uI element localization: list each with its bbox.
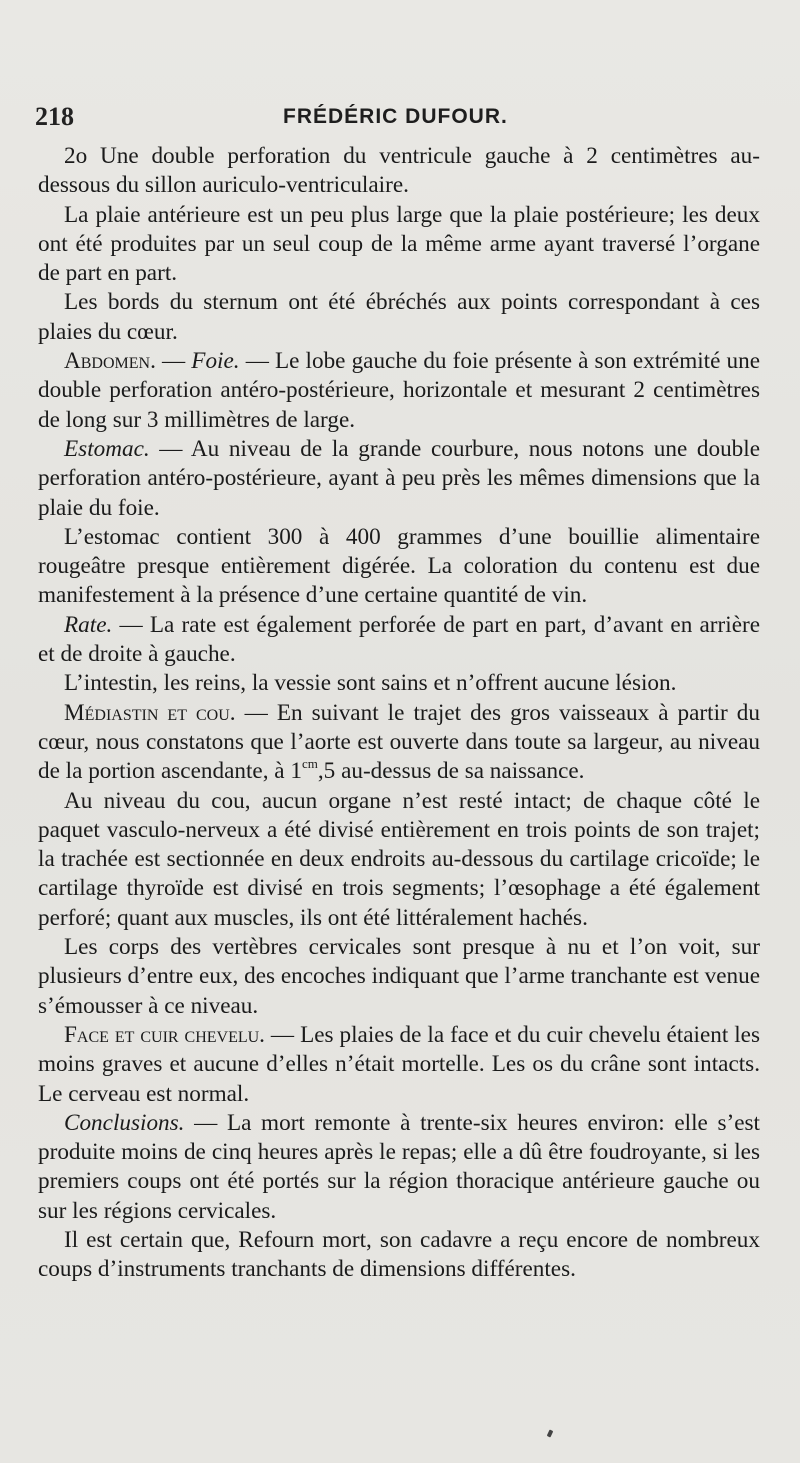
section-heading-mediastinum: Médiastin et cou. — [64, 699, 236, 726]
paragraph-text: — Au niveau de la grande courbure, nous notons une double perforation antéro-postérieure, ayant à peu près les mêmes dimensions que la plaie du foie. — [38, 435, 760, 521]
body-text — [38, 142, 760, 1285]
paragraph-abdomen-liver: Abdomen. — Foie. — Le lobe gauche du foie présente à son extrémité une double perforation antéro-postérieure, horizontale et mesurant 2 centimètres de long sur 3 millimètres de large. — [38, 348, 761, 433]
paragraph-neck: Au niveau du cou, aucun organe n’est resté intact; de chaque côté le paquet vasculo-nerveux a été divisé entièrement en trois points de son trajet; la trachée est sectionnée en deux endroits au-dessous du cartilage cricoïde; le cartilage thyroïde est divisé en trois segments; l’œsophage a été également perforé; quant aux muscles, ils ont été littéralement hachés. — [38, 787, 760, 931]
paragraph-text: — La rate est également perforée de part en part, d’avant en arrière et de droite à gauche. — [38, 611, 760, 668]
paragraph-text: — En suivant le trajet des gros vaisseaux à partir du cœur, nous constatons que l’aorte est ouverte dans toute sa largeur, au niveau de la portion ascendante, à 1 — [38, 699, 760, 785]
paragraph-text: — Le lobe gauche du foie présente à son extrémité une double perforation antéro-postérieure, horizontale et mesurant 2 centimètres de long sur 3 millimètres de large. — [38, 348, 761, 433]
paragraph-text: ,5 au-dessus de sa naissance. — [317, 758, 585, 785]
subheading-conclusions: Conclusions. — [64, 1109, 185, 1136]
running-head: FRÉDÉRIC DUFOUR. — [283, 105, 508, 128]
paragraph-conclusions — [38, 1109, 760, 1226]
paragraph-intestine: L’intestin, les reins, la vessie sont sains et n’offrent aucune lésion. — [64, 670, 677, 697]
paragraph-perforation-ventricle: 2o Une double perforation du ventricule gauche à 2 centimètres au-dessous du sillon auriculo-ventriculaire. — [38, 143, 760, 199]
paragraph-spleen — [38, 611, 760, 670]
paragraph-text: — Les plaies de la face et du cuir chevelu étaient les moins graves et aucune d’elles n’était mortelle. Les os du crâne sont intacts. Le cerveau est normal. — [38, 1021, 761, 1107]
paragraph-stomach — [38, 435, 760, 523]
paragraph-final: Il est certain que, Refourn mort, son cadavre a reçu encore de nombreux coups d’instruments tranchants de dimensions différentes. — [38, 1226, 760, 1283]
subheading-spleen: Rate. — [64, 611, 113, 638]
section-heading-abdomen: Abdomen. — [64, 348, 156, 375]
paragraph-text: — La mort remonte à trente-six heures environ: elle s’est produite moins de cinq heures après le repas; elle a dû être foudroyante, si les premiers coups ont été portés sur la région thoracique antérieure gauche ou sur les régions cervicales. — [38, 1109, 760, 1224]
paragraph-face-scalp — [38, 1021, 760, 1109]
section-heading-face: Face et cuir chevelu. — [64, 1021, 265, 1048]
subheading-liver: Foie. — [191, 348, 240, 375]
page-number: 218 — [35, 102, 74, 131]
page-header — [35, 102, 755, 134]
subheading-stomach: Estomac. — [64, 435, 150, 462]
paragraph-mediastinum — [38, 699, 760, 787]
paragraph-anterior-wound: La plaie antérieure est un peu plus large que la plaie postérieure; les deux ont été produites par un seul coup de la même arme ayant traversé l’organe de part en part. — [38, 201, 760, 287]
paragraph-stomach-contents: L’estomac contient 300 à 400 grammes d’une bouillie alimentaire rougeâtre presque entièrement digérée. La coloration du contenu est due manifestement à la présence d’une certaine quantité de vin. — [38, 523, 760, 609]
unit-superscript: cm — [301, 755, 318, 771]
paragraph-vertebrae: Les corps des vertèbres cervicales sont presque à nu et l’on voit, sur plusieurs d’entre eux, des encoches indiquant que l’arme tranchante est venue s’émousser à ce niveau. — [38, 934, 760, 1019]
paragraph-sternum: Les bords du sternum ont été ébréchés aux points correspondant à ces plaies du cœur. — [38, 289, 760, 345]
ink-speck — [547, 1429, 554, 1437]
